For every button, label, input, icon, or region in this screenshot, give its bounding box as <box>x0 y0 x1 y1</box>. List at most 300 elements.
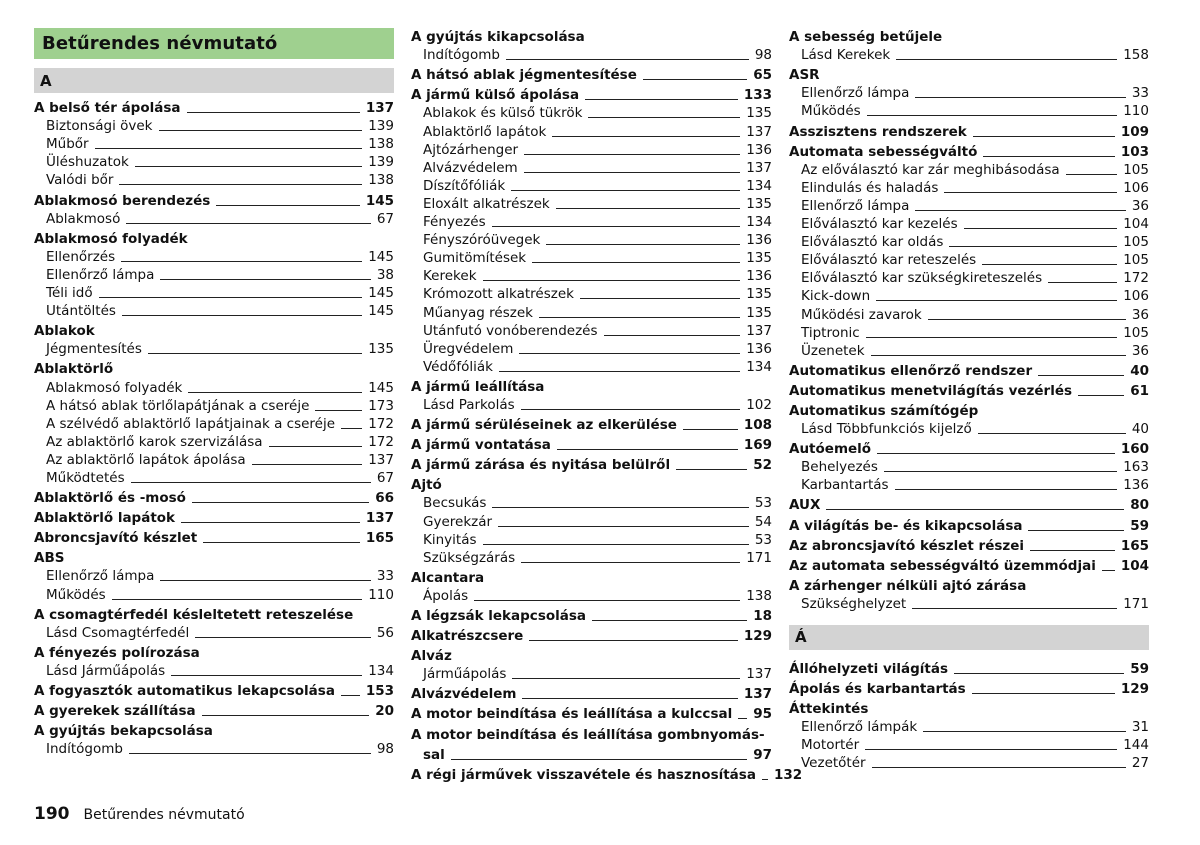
index-subentry[interactable] <box>34 171 394 189</box>
index-subentry[interactable] <box>34 135 394 153</box>
index-entry[interactable] <box>34 702 394 720</box>
index-entry[interactable] <box>411 746 772 764</box>
index-page-number[interactable]: 137 <box>746 666 772 683</box>
leader-line <box>160 580 370 581</box>
index-entry[interactable] <box>411 607 772 625</box>
index-page-number[interactable]: 54 <box>754 513 772 530</box>
leader-line <box>160 279 370 280</box>
leader-line <box>498 526 749 527</box>
index-heading <box>34 322 394 340</box>
index-subentry[interactable] <box>34 585 394 603</box>
index-page-number[interactable]: 145 <box>368 379 394 396</box>
index-subentry[interactable] <box>411 177 772 195</box>
leader-line <box>1030 550 1115 551</box>
index-subentry[interactable] <box>411 549 772 567</box>
index-page-number[interactable]: 135 <box>746 286 772 303</box>
index-page-number[interactable]: 171 <box>746 549 772 566</box>
index-subentry[interactable] <box>34 302 394 320</box>
index-subentry[interactable] <box>411 665 772 683</box>
index-heading <box>789 700 1149 718</box>
leader-line <box>499 371 740 372</box>
index-page-number[interactable]: 135 <box>746 105 772 122</box>
index-subentry[interactable] <box>411 104 772 122</box>
index-entry-label: Automatikus menetvilágítás vezérlés <box>789 382 1073 399</box>
index-subentry[interactable] <box>411 396 772 414</box>
index-entry-label: Járműápolás <box>423 666 507 683</box>
index-heading <box>34 606 394 624</box>
index-page-number[interactable]: 133 <box>743 87 772 104</box>
index-entry-label: Ápolás és karbantartás <box>789 681 966 698</box>
index-page-number[interactable]: 40 <box>1130 362 1149 379</box>
index-column-1 <box>34 26 394 758</box>
index-page-number[interactable]: 80 <box>1130 497 1149 514</box>
index-subentry[interactable] <box>34 740 394 758</box>
index-subentry[interactable] <box>34 397 394 415</box>
index-entry-label: Kinyitás <box>423 531 477 548</box>
index-heading <box>411 28 772 46</box>
index-page-number[interactable]: 134 <box>746 177 772 194</box>
leader-line <box>519 353 740 354</box>
leader-line <box>122 315 362 316</box>
index-subentry[interactable] <box>34 248 394 266</box>
leader-line <box>192 502 369 503</box>
index-entry[interactable] <box>411 416 772 434</box>
index-entry-label: Ápolás <box>423 587 469 604</box>
index-entry-label: A jármű sérüléseinek az elkerülése <box>411 417 677 434</box>
index-subentry[interactable] <box>34 662 394 680</box>
index-subentry[interactable] <box>789 595 1149 613</box>
index-entry-label: Kick-down <box>801 288 871 305</box>
index-page-number[interactable]: 144 <box>1123 737 1149 754</box>
index-page-number[interactable]: 105 <box>1123 161 1149 178</box>
leader-line <box>483 544 749 545</box>
index-subentry[interactable] <box>34 284 394 302</box>
index-entry-label: Asszisztens rendszerek <box>789 123 967 140</box>
index-subentry[interactable] <box>411 512 772 530</box>
leader-line <box>676 469 747 470</box>
index-heading-label: A gyújtás kikapcsolása <box>411 29 585 46</box>
index-page-number[interactable]: 145 <box>368 303 394 320</box>
index-page-number[interactable]: 136 <box>746 340 772 357</box>
index-page-number[interactable]: 139 <box>368 118 394 135</box>
index-page-number[interactable]: 153 <box>365 683 394 699</box>
index-entry[interactable] <box>411 685 772 703</box>
index-list-col3b <box>789 660 1149 773</box>
index-subentry[interactable] <box>34 340 394 358</box>
index-subentry[interactable] <box>789 476 1149 494</box>
index-heading <box>789 577 1149 595</box>
index-subentry[interactable] <box>411 249 772 267</box>
index-page-number[interactable]: 160 <box>1120 441 1149 458</box>
index-page-number[interactable]: 95 <box>753 706 772 723</box>
index-entry-label: Az ablaktörlő karok szervizálása <box>46 433 263 450</box>
index-page-number[interactable]: 66 <box>375 490 394 507</box>
index-page-number[interactable]: 109 <box>1120 123 1149 140</box>
leader-line <box>522 698 737 699</box>
index-page-number[interactable]: 136 <box>746 232 772 249</box>
index-subentry[interactable] <box>789 84 1149 102</box>
index-subentry[interactable] <box>411 159 772 177</box>
index-entry-label: Gumitömítések <box>423 250 527 267</box>
index-entry-label: Védőfóliák <box>423 358 493 375</box>
index-page-number[interactable]: 172 <box>1123 270 1149 287</box>
index-entry-label: Ablakok és külső tükrök <box>423 105 583 122</box>
index-page-number[interactable]: 98 <box>754 47 772 64</box>
index-entry-label: Tiptronic <box>801 324 860 341</box>
index-page-number[interactable]: 145 <box>368 248 394 265</box>
index-page-number[interactable]: 67 <box>376 469 394 486</box>
index-page-number[interactable]: 36 <box>1131 342 1149 359</box>
index-entry-label: Téli idő <box>46 285 93 302</box>
index-page-number[interactable]: 36 <box>1131 306 1149 323</box>
index-page-number[interactable]: 135 <box>746 250 772 267</box>
leader-line <box>738 718 747 719</box>
index-subentry[interactable] <box>789 324 1149 342</box>
index-entry[interactable] <box>411 86 772 104</box>
index-entry[interactable] <box>34 509 394 527</box>
leader-line <box>539 317 740 318</box>
index-page-number[interactable]: 173 <box>368 397 394 414</box>
index-entry-label: Ablakmosó folyadék <box>46 379 183 396</box>
leader-line <box>866 337 1118 338</box>
index-entry-label: Ellenőrző lámpa <box>801 197 910 214</box>
index-heading <box>411 725 772 743</box>
leader-line <box>524 172 741 173</box>
index-subentry[interactable] <box>789 46 1149 64</box>
index-subentry[interactable] <box>411 358 772 376</box>
leader-line <box>944 192 1117 193</box>
index-subentry[interactable] <box>789 233 1149 251</box>
leader-line <box>954 673 1124 674</box>
leader-line <box>171 675 362 676</box>
index-subentry[interactable] <box>411 141 772 159</box>
index-entry[interactable] <box>789 440 1149 458</box>
index-entry-label: AUX <box>789 497 821 514</box>
index-page-number[interactable]: 97 <box>753 746 772 763</box>
index-page-number[interactable]: 139 <box>368 154 394 171</box>
index-heading-label: Automatikus számítógép <box>789 402 979 419</box>
index-entry[interactable] <box>411 66 772 84</box>
index-entry-label: Állóhelyzeti világítás <box>789 661 949 677</box>
leader-line <box>135 166 362 167</box>
index-entry[interactable] <box>789 557 1149 575</box>
index-entry[interactable] <box>34 191 394 209</box>
index-heading-label: A gyújtás bekapcsolása <box>34 723 213 740</box>
index-page-number[interactable]: 135 <box>368 341 394 358</box>
index-entry[interactable] <box>789 516 1149 534</box>
index-page-number[interactable]: 137 <box>368 451 394 468</box>
index-subentry[interactable] <box>411 494 772 512</box>
index-page-number[interactable]: 27 <box>1131 755 1149 772</box>
leader-line <box>1038 375 1124 376</box>
index-page-number[interactable]: 102 <box>746 396 772 413</box>
index-entry-label: Lásd Kerekek <box>801 47 891 64</box>
index-page-number[interactable]: 105 <box>1123 252 1149 269</box>
index-subentry[interactable] <box>411 322 772 340</box>
index-subentry[interactable] <box>789 161 1149 179</box>
index-page-number[interactable]: 134 <box>746 214 772 231</box>
index-subentry[interactable] <box>34 451 394 469</box>
index-entry-label: A motor beindítása és leállítása a kulccsal <box>411 706 733 723</box>
index-page-number[interactable]: 136 <box>746 141 772 158</box>
index-entry[interactable] <box>789 537 1149 555</box>
index-page-number[interactable]: 137 <box>365 100 394 117</box>
index-entry[interactable] <box>789 382 1149 400</box>
index-entry-label: Szükségzárás <box>423 549 516 566</box>
index-page-number[interactable]: 135 <box>746 304 772 321</box>
index-entry-label: Lásd Csomagtérfedél <box>46 624 190 641</box>
index-page-number[interactable]: 18 <box>753 608 772 624</box>
index-page-number[interactable]: 169 <box>743 437 772 454</box>
index-entry-label: Az ablaktörlő lapátok ápolása <box>46 451 246 468</box>
index-subentry[interactable] <box>34 117 394 135</box>
index-subentry[interactable] <box>789 179 1149 197</box>
index-page-number[interactable]: 53 <box>754 495 772 512</box>
index-page-number[interactable]: 137 <box>746 123 772 140</box>
index-subentry[interactable] <box>411 267 772 285</box>
leader-line <box>341 695 360 696</box>
index-entry[interactable] <box>789 680 1149 698</box>
index-entry-label: Gyerekzár <box>423 513 493 530</box>
index-entry[interactable] <box>411 627 772 645</box>
index-page-number[interactable]: 98 <box>376 741 394 758</box>
index-entry[interactable] <box>789 496 1149 514</box>
leader-line <box>877 453 1115 454</box>
index-page-number[interactable]: 145 <box>365 192 394 209</box>
index-page-number[interactable]: 31 <box>1131 719 1149 736</box>
index-subentry[interactable] <box>789 287 1149 305</box>
index-subentry[interactable] <box>789 102 1149 120</box>
index-subentry[interactable] <box>789 754 1149 772</box>
index-entry[interactable] <box>411 766 803 784</box>
page-footer <box>34 804 245 824</box>
index-heading <box>34 549 394 567</box>
leader-line <box>923 731 1126 732</box>
section-letter-a <box>34 68 394 93</box>
leader-line <box>1102 570 1115 571</box>
index-heading <box>34 644 394 662</box>
leader-line <box>521 562 740 563</box>
index-page-number[interactable]: 20 <box>375 703 394 720</box>
index-page-number[interactable]: 59 <box>1130 517 1149 534</box>
index-entry-label: Motortér <box>801 737 860 754</box>
index-subentry[interactable] <box>34 153 394 171</box>
leader-line <box>269 446 363 447</box>
index-subentry[interactable] <box>411 122 772 140</box>
index-heading <box>34 360 394 378</box>
leader-line <box>181 522 360 523</box>
index-subentry[interactable] <box>789 197 1149 215</box>
index-entry-label: A belső tér ápolása <box>34 100 181 117</box>
index-entry-label: Üregvédelem <box>423 340 514 357</box>
index-page-number[interactable]: 145 <box>368 285 394 302</box>
index-entry[interactable] <box>411 456 772 474</box>
section-letter-aa-label: Á <box>795 628 807 647</box>
index-page-number[interactable]: 33 <box>376 568 394 585</box>
leader-line <box>928 319 1126 320</box>
index-subentry[interactable] <box>789 736 1149 754</box>
index-heading-label: ASR <box>789 67 820 84</box>
index-entry-label: Indítógomb <box>423 47 500 64</box>
index-entry-label: A hátsó ablak törlőlapátjának a cseréje <box>46 397 310 414</box>
index-entry-label: Ablakmosó berendezés <box>34 192 211 209</box>
index-page-number[interactable]: 165 <box>365 530 394 547</box>
index-entry-label: A világítás be- és kikapcsolása <box>789 517 1023 534</box>
index-entry[interactable] <box>789 660 1149 678</box>
index-page-number[interactable]: 61 <box>1130 382 1149 399</box>
index-entry[interactable] <box>789 122 1149 140</box>
index-page-number[interactable]: 59 <box>1130 661 1149 677</box>
index-subentry[interactable] <box>411 195 772 213</box>
leader-line <box>474 600 740 601</box>
index-heading-label: Áttekintés <box>789 701 869 718</box>
index-page-number[interactable]: 38 <box>376 266 394 283</box>
index-page-number[interactable]: 136 <box>746 268 772 285</box>
index-heading-label: A sebesség betűjele <box>789 29 943 46</box>
index-page-number[interactable]: 106 <box>1123 288 1149 305</box>
index-heading-label: Alcantara <box>411 569 485 586</box>
index-subentry[interactable] <box>789 215 1149 233</box>
index-entry-label: Ellenőrzés <box>46 248 116 265</box>
index-page-number[interactable]: 135 <box>746 195 772 212</box>
index-page-number[interactable]: 172 <box>368 433 394 450</box>
index-subentry[interactable] <box>789 420 1149 438</box>
index-page-number[interactable]: 103 <box>1120 143 1149 160</box>
index-entry-label: Karbantartás <box>801 477 889 494</box>
index-page-number[interactable]: 138 <box>368 172 394 189</box>
index-page-number[interactable]: 138 <box>368 136 394 153</box>
leader-line <box>884 471 1117 472</box>
index-entry-label: Ellenőrző lámpák <box>801 719 918 736</box>
index-page-number[interactable]: 136 <box>1123 477 1149 494</box>
leader-line <box>532 262 740 263</box>
index-subentry[interactable] <box>789 251 1149 269</box>
index-page-number[interactable]: 104 <box>1120 557 1149 574</box>
index-subentry[interactable] <box>789 305 1149 323</box>
index-subentry[interactable] <box>34 469 394 487</box>
index-page-number[interactable]: 106 <box>1123 179 1149 196</box>
index-subentry[interactable] <box>34 415 394 433</box>
leader-line <box>341 428 362 429</box>
index-entry-label: Működési zavarok <box>801 306 922 323</box>
index-entry-label: Ablaktörlő lapátok <box>34 510 176 527</box>
index-page-number[interactable]: 137 <box>746 159 772 176</box>
index-subentry[interactable] <box>34 433 394 451</box>
index-subentry[interactable] <box>34 266 394 284</box>
index-subentry[interactable] <box>34 210 394 228</box>
index-entry[interactable] <box>34 529 394 547</box>
index-entry-label: Fényszóróüvegek <box>423 232 541 249</box>
index-entry[interactable] <box>34 99 394 117</box>
index-page-number[interactable]: 138 <box>746 587 772 604</box>
index-subentry[interactable] <box>789 718 1149 736</box>
index-page-number[interactable]: 129 <box>743 628 772 645</box>
leader-line <box>121 261 362 262</box>
index-page-number[interactable]: 108 <box>743 417 772 434</box>
index-page-number[interactable]: 132 <box>773 766 803 783</box>
index-entry-label: A jármű zárása és nyitása belülről <box>411 457 671 474</box>
index-subentry[interactable] <box>411 46 772 64</box>
index-subentry[interactable] <box>411 303 772 321</box>
leader-line <box>546 244 740 245</box>
index-entry[interactable] <box>411 436 772 454</box>
index-entry[interactable] <box>34 489 394 507</box>
index-subentry[interactable] <box>34 624 394 642</box>
index-entry[interactable] <box>789 362 1149 380</box>
leader-line <box>556 208 741 209</box>
index-page-number[interactable]: 137 <box>365 510 394 527</box>
index-heading <box>411 476 772 494</box>
index-page-number[interactable]: 33 <box>1131 85 1149 102</box>
index-page-number[interactable]: 165 <box>1120 537 1149 554</box>
index-page-number[interactable]: 105 <box>1123 324 1149 341</box>
index-page-number[interactable]: 67 <box>376 210 394 227</box>
index-page-number[interactable]: 36 <box>1131 197 1149 214</box>
leader-line <box>895 489 1118 490</box>
index-page-number[interactable]: 52 <box>753 457 772 474</box>
leader-line <box>949 246 1117 247</box>
index-page-number[interactable]: 171 <box>1123 595 1149 612</box>
leader-line <box>252 464 363 465</box>
index-page-number[interactable]: 110 <box>1123 103 1149 120</box>
index-heading-label: Ablaktörlő <box>34 361 114 378</box>
leader-line <box>1078 395 1124 396</box>
page-title-box <box>34 28 394 59</box>
index-subentry[interactable] <box>789 269 1149 287</box>
index-page-number[interactable]: 137 <box>743 686 772 703</box>
index-page-number[interactable]: 129 <box>1120 681 1149 698</box>
index-page-number[interactable]: 134 <box>746 358 772 375</box>
index-subentry[interactable] <box>411 587 772 605</box>
leader-line <box>643 79 747 80</box>
index-subentry[interactable] <box>411 531 772 549</box>
index-page-number[interactable]: 172 <box>368 415 394 432</box>
index-page-number[interactable]: 53 <box>754 531 772 548</box>
index-page-number[interactable]: 105 <box>1123 234 1149 251</box>
index-entry[interactable] <box>789 143 1149 161</box>
index-subentry[interactable] <box>411 285 772 303</box>
index-entry-label: Műanyag részek <box>423 304 533 321</box>
index-subentry[interactable] <box>34 378 394 396</box>
index-entry-label: Ablaktörlő és -mosó <box>34 490 186 507</box>
index-page-number[interactable]: 134 <box>368 662 394 679</box>
index-page-number[interactable]: 158 <box>1123 47 1149 64</box>
index-page-number[interactable]: 56 <box>376 624 394 641</box>
index-subentry[interactable] <box>789 458 1149 476</box>
leader-line <box>982 264 1117 265</box>
index-subentry[interactable] <box>789 342 1149 360</box>
index-subentry[interactable] <box>411 231 772 249</box>
index-page-number[interactable]: 110 <box>368 586 394 603</box>
leader-line <box>872 767 1126 768</box>
index-page-number[interactable]: 65 <box>753 67 772 84</box>
index-entry[interactable] <box>34 682 394 700</box>
index-entry[interactable] <box>411 705 772 723</box>
index-subentry[interactable] <box>411 340 772 358</box>
index-entry-label: Becsukás <box>423 495 487 512</box>
leader-line <box>762 779 768 780</box>
index-list-col2 <box>411 28 803 784</box>
index-entry-label: Ellenőrző lámpa <box>46 568 155 585</box>
index-subentry[interactable] <box>411 213 772 231</box>
index-subentry[interactable] <box>34 567 394 585</box>
index-page-number[interactable]: 137 <box>746 322 772 339</box>
leader-line <box>896 59 1117 60</box>
index-page-number[interactable]: 104 <box>1123 216 1149 233</box>
leader-line <box>95 148 363 149</box>
index-page-number[interactable]: 40 <box>1131 421 1149 438</box>
index-page-number[interactable]: 163 <box>1123 459 1149 476</box>
